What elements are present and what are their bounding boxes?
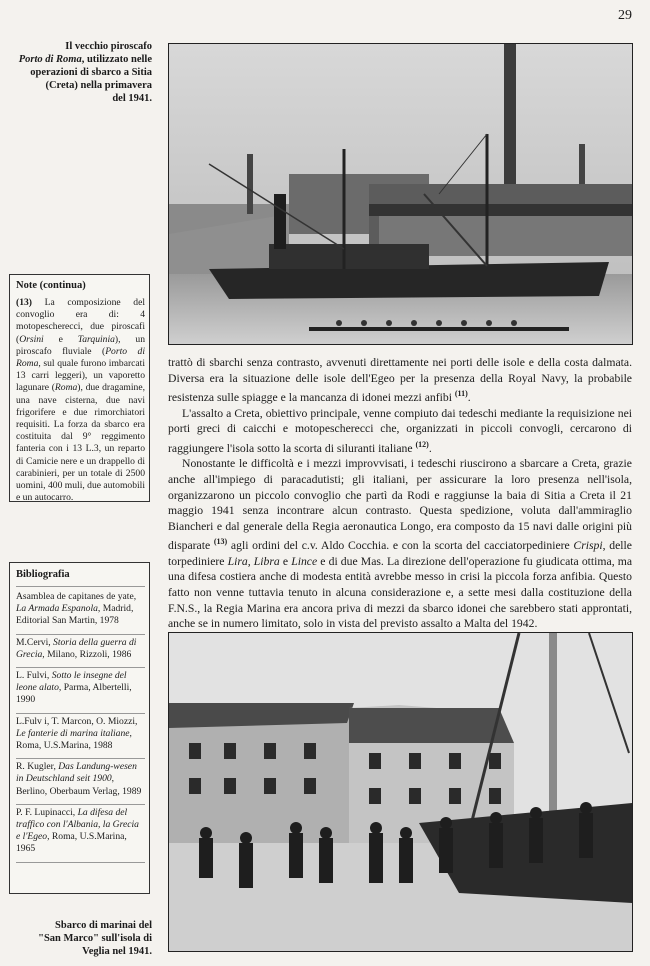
ship-name: Porto di Roma (18, 54, 82, 65)
caption-line: Veglia nel 1941. (82, 946, 152, 957)
bibliography-title-text: La difesa del traffico con l'Albania, la Grecia e l'Egeo (16, 806, 139, 843)
bottom-photo-caption (10, 919, 152, 958)
caption-line: operazioni di sbarco a Sitia (30, 67, 152, 78)
note-13 (16, 297, 145, 504)
article-text: , delle torpediniere (168, 539, 632, 568)
bibliography-title: Bibliografia (16, 569, 70, 580)
bibliography-entry (16, 668, 145, 714)
page-number: 29 (618, 8, 632, 23)
article-text: . (467, 391, 471, 405)
note-marker: (13) (16, 297, 32, 308)
footnote-ref: (13) (213, 537, 228, 547)
landing-photo (168, 632, 633, 952)
caption-line: "San Marco" sull'isola di (38, 933, 152, 944)
bibliography-title-text: Le fanterie di marina italiane (16, 727, 130, 739)
ship-name: Lira, Libra (227, 554, 280, 568)
bibliography-text: L. Fulvi, (16, 670, 52, 682)
note-text: La composizione del convoglio era di: 4 motopescherecci, due piroscafi ( (16, 297, 145, 345)
caption-line: Il vecchio piroscafo (65, 41, 152, 52)
bibliography-text: M.Cervi, (16, 636, 54, 648)
article-text: trattò di sbarchi senza contrasto, avvenuti direttamente nei porti delle isole e della costa dalmata. Diversa era la situazione delle isole dell'Egeo per la presenza della Royal Navy, la probabile resistenza sulle spiagge e la mancanza di idonei mezzi anfibi (168, 356, 632, 405)
bibliography-text: , Roma, U.S.Marina, 1988 (16, 727, 132, 752)
ship-name: Crispi (573, 539, 603, 553)
bibliography-text: Asamblea de capitanes de yate, (16, 591, 137, 602)
bibliography-box (9, 562, 150, 894)
footnote-ref: (11) (454, 389, 468, 399)
bibliography-entry (16, 759, 145, 805)
note-italic: Tarquinia (77, 333, 115, 345)
article-text: agli ordini del c.v. Aldo Cocchia. e con la scorta del cacciatorpediniere (227, 539, 574, 553)
top-photo-caption (10, 40, 152, 105)
article-text: L'assalto a Creta, obiettivo principale, venne compiuto dai tedeschi mediante la requisizione nei porti greci di caicchi e motopescherecci che, organizzati in piccoli convogli, cercarono di raggiungere l'isola sotto la scorta di siluranti italiane (168, 406, 632, 455)
steamship-photo (168, 43, 633, 345)
caption-line: del 1941. (112, 93, 152, 104)
landing-illustration (169, 633, 632, 951)
notes-title: Note (continua) (16, 280, 86, 291)
article-body (168, 355, 632, 647)
article-paragraph (168, 406, 632, 457)
article-text: Nonostante le difficoltà e i mezzi improvvisati, i tedeschi riuscirono a sbarcare a Creta, grazie anche all'impiego di paracadutisti; gli italiani, per assicurare la loro presenza nell'isola, organizzarono un piccolo convoglio che partì da Rodi e raggiunse la baia di Sitia a Creta il 21 maggio 1941 senza incontrare alcun contrasto. Questa spedizione, voluta dall'ammiraglio Biancheri e dal generale della Regia aeronautica Longo, era composto da 15 navi dalle origini più disparate (168, 457, 632, 553)
note-text: ), due dragamine, una nave cisterna, due navi frigorifere e due rimorchiatori requisiti. La forza da sbarco era costituita dal 9° reggimento fanteria con i 13 L.3, un reparto di Camicie nere e un drappello di carabinieri, per un totale di 2500 uomini, 400 muli, due automobili e un autocarro. (16, 382, 145, 504)
bibliography-title-text: Storia della guerra di Grecia (16, 636, 137, 660)
caption-line: , utilizzato nelle (81, 54, 152, 65)
bibliography-entry (16, 805, 145, 863)
bibliography-text: , Roma, U.S.Marina, 1965 (16, 831, 127, 855)
caption-line: Sbarco di marinai del (55, 920, 152, 931)
steamship-illustration (169, 44, 632, 344)
note-text: e (43, 333, 78, 345)
bibliography-title-text: Das Landung-wesen in Deutschland seit 1900 (16, 761, 137, 785)
article-text: e (279, 554, 292, 568)
article-text: . (428, 441, 432, 455)
note-italic: Roma (54, 382, 78, 394)
bibliography-title-text: La Armada Espanola (16, 603, 98, 615)
bibliography-text: R. Kugler, (16, 761, 59, 773)
notes-box (9, 274, 150, 502)
bibliography-text: , Berlino, Oberbaum Verlag, 1989 (16, 773, 142, 797)
bibliography-entry (16, 586, 145, 635)
article-text: e di due Mas. La direzione dell'operazione fu giudicata ottima, ma una difesa costiera anche di modesta entità avrebbe messo in crisi la piccola forza anfibia. Questo fatto non venne tuttavia tenuto in alcuna considerazione e, a sette mesi dalla costituzione della F.N.S., la Regia Marina era ancora priva di mezzi da sbarco idonei che sarebbero stati approntati, anche se in numero limitato, solo in vista del previsto assalto a Malta del 1942. (168, 554, 633, 631)
note-italic: Orsini (19, 333, 44, 345)
bibliography-text: , Parma, Albertelli, 1990 (16, 682, 132, 706)
bibliography-list (16, 586, 145, 863)
bibliography-text: P. F. Lupinacci, (16, 806, 78, 818)
ship-name: Lince (291, 554, 318, 568)
article-paragraph (168, 456, 632, 631)
bibliography-text: L.Fulv i, T. Marcon, O. Miozzi, (16, 715, 138, 727)
bibliography-entry (16, 635, 145, 668)
note-text: ), un piroscafo fluviale ( (16, 333, 145, 357)
footnote-ref: (12) (415, 439, 429, 449)
article-paragraph (168, 355, 632, 406)
caption-line: (Creta) nella primavera (45, 80, 152, 91)
note-text: , sul quale furono imbarcati 13 carri leggeri), un vaporetto lagunare ( (16, 358, 145, 394)
note-italic: Porto di Roma (16, 345, 145, 370)
bibliography-text: , Madrid, Editorial San Martin, 1978 (16, 603, 134, 627)
bibliography-text: , Milano, Rizzoli, 1986 (42, 648, 132, 660)
bibliography-title-text: Sotto le insegne del leone alato (16, 670, 127, 694)
bibliography-entry (16, 714, 145, 760)
